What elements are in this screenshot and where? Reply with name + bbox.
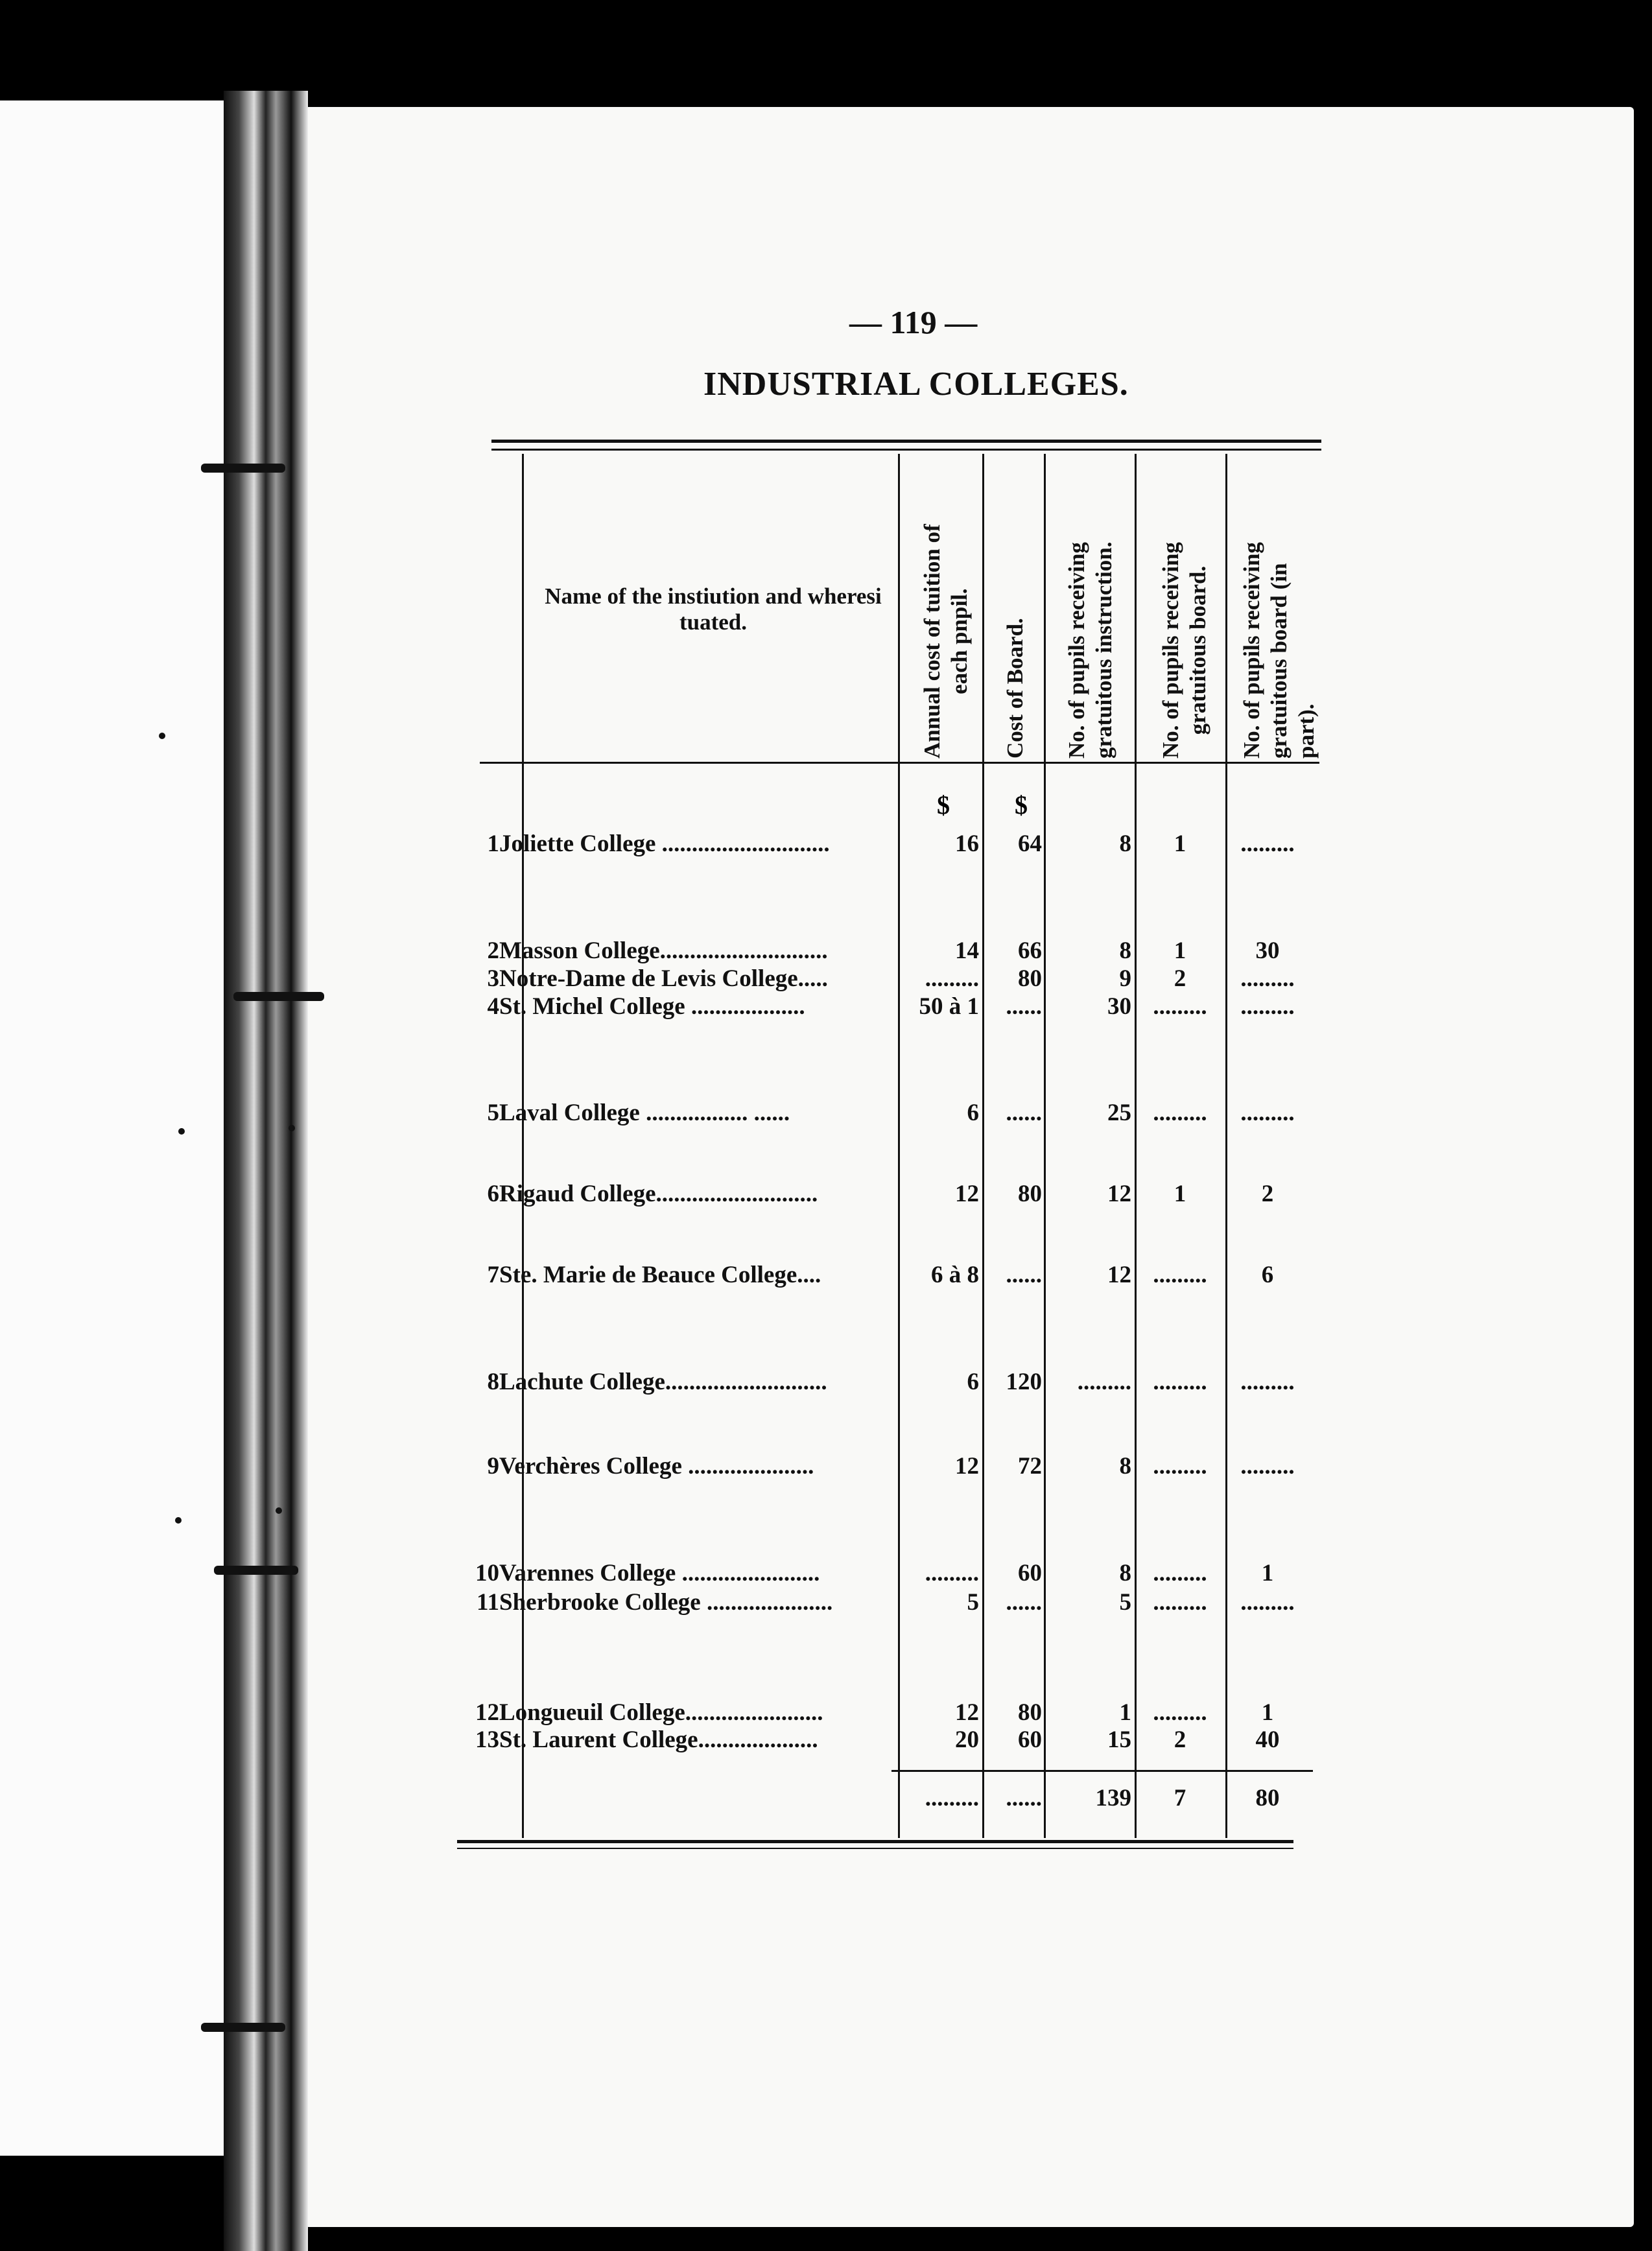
- instruction-cell: 8: [1119, 831, 1131, 857]
- header-gratuitous-board: [1157, 542, 1212, 759]
- board-cell: 60: [1018, 1727, 1042, 1753]
- board-free-cell: .........: [1153, 1262, 1207, 1288]
- binding-stitch: [201, 2023, 285, 2032]
- row-number: 9: [487, 1453, 499, 1479]
- board-free-cell: .........: [1153, 1699, 1207, 1726]
- row-number: 6: [487, 1181, 499, 1207]
- board-cell: ......: [1006, 993, 1042, 1020]
- header-board-part-line1: No. of pupils receiving: [1239, 542, 1264, 759]
- header-tuition-line2: each pnpil.: [947, 588, 972, 694]
- header-board-part-line2: gratuitous board (in: [1266, 563, 1292, 759]
- tuition-cell: 6 à 8: [931, 1262, 979, 1288]
- board-cell: 80: [1018, 965, 1042, 992]
- totals-row: [0, 1784, 1652, 1818]
- board-part-cell: 1: [1261, 1699, 1274, 1726]
- institution-name: Longueuil College.......................: [499, 1699, 823, 1726]
- tuition-cell: 50 à 1: [919, 993, 979, 1020]
- column-rule: [522, 454, 524, 1838]
- board-part-cell: .........: [1240, 831, 1295, 857]
- board-cell: 60: [1018, 1560, 1042, 1586]
- board-cell: 66: [1018, 937, 1042, 964]
- row-number: 12: [475, 1699, 499, 1726]
- board-free-cell: .........: [1153, 1369, 1207, 1395]
- column-rule: [1135, 454, 1137, 1838]
- institution-name: Sherbrooke College .....................: [499, 1589, 833, 1616]
- tuition-cell: .........: [925, 965, 979, 992]
- column-rule: [1225, 454, 1227, 1838]
- total-tuition: .........: [925, 1785, 979, 1811]
- tuition-cell: .........: [925, 1560, 979, 1586]
- table-row: [0, 1368, 1652, 1402]
- board-free-cell: 2: [1174, 965, 1186, 992]
- binding-hole: [159, 733, 165, 739]
- header-tuition-line1: Annual cost of tuition of: [919, 524, 945, 759]
- institution-name: Lachute College...........................: [499, 1369, 827, 1395]
- currency-board: $: [1015, 790, 1028, 819]
- totals-rule: [891, 1770, 1313, 1772]
- total-board: ......: [1006, 1785, 1042, 1811]
- table-top-rule: [491, 449, 1321, 451]
- institution-name: Masson College............................: [499, 937, 828, 964]
- instruction-cell: 8: [1119, 1560, 1131, 1586]
- instruction-cell: 8: [1119, 937, 1131, 964]
- instruction-cell: 30: [1107, 993, 1131, 1020]
- tuition-cell: 16: [955, 831, 979, 857]
- binding-hole: [175, 1517, 182, 1524]
- institution-name: Varennes College .......................: [499, 1560, 820, 1586]
- instruction-cell: 15: [1107, 1727, 1131, 1753]
- tuition-cell: 5: [967, 1589, 979, 1616]
- board-free-cell: .........: [1153, 1560, 1207, 1586]
- board-cell: 72: [1018, 1453, 1042, 1479]
- total-instruction: 139: [1095, 1785, 1131, 1811]
- row-number: 5: [487, 1100, 499, 1126]
- board-free-cell: 1: [1174, 1181, 1186, 1207]
- board-cell: ......: [1006, 1262, 1042, 1288]
- header-board-part-line3: part).: [1293, 703, 1319, 759]
- binding-hole: [276, 1507, 282, 1514]
- currency-tuition: $: [937, 790, 950, 819]
- instruction-cell: 12: [1107, 1181, 1131, 1207]
- table-bottom-rule: [457, 1848, 1293, 1849]
- column-rule: [898, 454, 900, 1838]
- board-part-cell: .........: [1240, 993, 1295, 1020]
- tuition-cell: 12: [955, 1453, 979, 1479]
- instruction-cell: 5: [1119, 1589, 1131, 1616]
- board-cell: 80: [1018, 1181, 1042, 1207]
- tuition-cell: 6: [967, 1369, 979, 1395]
- header-gratuitous-board-part: [1238, 542, 1320, 759]
- board-free-cell: .........: [1153, 1453, 1207, 1479]
- column-rule: [982, 454, 984, 1838]
- instruction-cell: 1: [1119, 1699, 1131, 1726]
- instruction-cell: 12: [1107, 1262, 1131, 1288]
- instruction-cell: 8: [1119, 1453, 1131, 1479]
- board-cell: ......: [1006, 1589, 1042, 1616]
- tuition-cell: 20: [955, 1727, 979, 1753]
- row-number: 3: [487, 965, 499, 992]
- row-number: 7: [487, 1262, 499, 1288]
- header-tuition: [919, 524, 973, 759]
- tuition-cell: 6: [967, 1100, 979, 1126]
- row-number: 4: [487, 993, 499, 1020]
- book-spine: [224, 91, 308, 2251]
- row-number: 8: [487, 1369, 499, 1395]
- instruction-cell: 9: [1119, 965, 1131, 992]
- table-row: [0, 993, 1652, 1026]
- table-top-rule: [491, 440, 1321, 443]
- instruction-cell: 25: [1107, 1100, 1131, 1126]
- row-number: 11: [477, 1589, 499, 1616]
- institution-name: Laval College ................. ......: [499, 1100, 790, 1126]
- board-free-cell: 1: [1174, 937, 1186, 964]
- board-part-cell: .........: [1240, 965, 1295, 992]
- row-number: 13: [475, 1727, 499, 1753]
- board-free-cell: .........: [1153, 993, 1207, 1020]
- tuition-cell: 14: [955, 937, 979, 964]
- board-part-cell: 6: [1261, 1262, 1274, 1288]
- right-page: [305, 107, 1634, 2227]
- institution-name: Ste. Marie de Beauce College....: [499, 1262, 821, 1288]
- page-title: INDUSTRIAL COLLEGES.: [703, 366, 1129, 403]
- board-free-cell: 1: [1174, 831, 1186, 857]
- header-board-line1: Cost of Board.: [1002, 618, 1028, 759]
- board-part-cell: .........: [1240, 1589, 1295, 1616]
- header-instruction-line1: No. of pupils receiving: [1064, 542, 1089, 759]
- board-part-cell: 1: [1261, 1560, 1274, 1586]
- total-board-part: 80: [1255, 1785, 1280, 1811]
- header-name-column: Name of the instiution and wheresi tuated.: [545, 583, 882, 635]
- tuition-cell: 12: [955, 1699, 979, 1726]
- board-cell: 120: [1006, 1369, 1042, 1395]
- board-free-cell: 2: [1174, 1727, 1186, 1753]
- board-part-cell: 2: [1261, 1181, 1274, 1207]
- table-bottom-rule: [457, 1840, 1293, 1843]
- table-row: [0, 1180, 1652, 1214]
- board-free-cell: .........: [1153, 1100, 1207, 1126]
- header-instruction-line2: gratuitous instruction.: [1091, 541, 1116, 759]
- institution-name: Joliette College ............................: [499, 831, 830, 857]
- table-row: [0, 830, 1652, 864]
- header-board-free-line2: gratuitous board.: [1185, 565, 1210, 735]
- institution-name: Notre-Dame de Levis College.....: [499, 965, 828, 992]
- table-row: [0, 1452, 1652, 1486]
- row-number: 2: [487, 937, 499, 964]
- board-cell: 64: [1018, 831, 1042, 857]
- board-part-cell: .........: [1240, 1100, 1295, 1126]
- table-row: [0, 1726, 1652, 1760]
- board-part-cell: 40: [1255, 1727, 1280, 1753]
- header-board: [1002, 618, 1029, 759]
- instruction-cell: .........: [1077, 1369, 1131, 1395]
- page-number: — 119 —: [849, 304, 978, 340]
- table-row: [0, 1261, 1652, 1295]
- board-free-cell: .........: [1153, 1589, 1207, 1616]
- header-gratuitous-instruction: [1063, 542, 1118, 759]
- header-board-free-line1: No. of pupils receiving: [1158, 542, 1183, 759]
- table-row: [0, 1099, 1652, 1133]
- total-board-free: 7: [1174, 1785, 1186, 1811]
- board-cell: 80: [1018, 1699, 1042, 1726]
- binding-stitch: [201, 464, 285, 473]
- board-part-cell: .........: [1240, 1369, 1295, 1395]
- board-part-cell: .........: [1240, 1453, 1295, 1479]
- row-number: 1: [487, 831, 499, 857]
- column-rule: [1044, 454, 1046, 1838]
- institution-name: St. Laurent College....................: [499, 1727, 818, 1753]
- board-cell: ......: [1006, 1100, 1042, 1126]
- institution-name: St. Michel College ...................: [499, 993, 805, 1020]
- institution-name: Rigaud College...........................: [499, 1181, 818, 1207]
- institution-name: Verchères College .....................: [499, 1453, 814, 1479]
- tuition-cell: 12: [955, 1181, 979, 1207]
- board-part-cell: 30: [1255, 937, 1280, 964]
- row-number: 10: [475, 1560, 499, 1586]
- table-row: [0, 1588, 1652, 1622]
